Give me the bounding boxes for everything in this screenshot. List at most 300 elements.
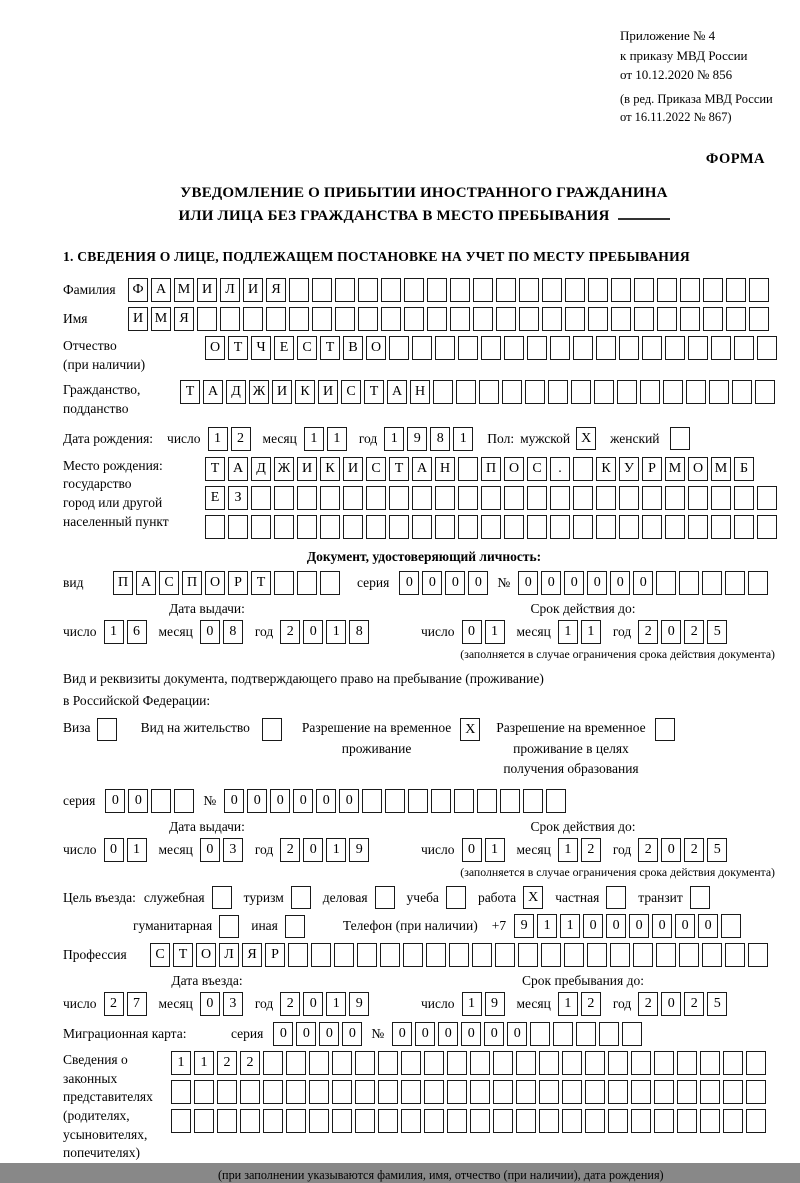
- char-cell: [493, 1051, 513, 1075]
- char-cell: Т: [180, 380, 200, 404]
- char-cell: 0: [518, 571, 538, 595]
- char-cell: [385, 789, 405, 813]
- purpose-row1: [63, 886, 785, 909]
- char-cell: [711, 486, 731, 510]
- option-visa-label: Виза: [63, 720, 91, 736]
- char-cell: [312, 278, 332, 302]
- char-cell: [481, 486, 501, 510]
- day-label: число: [167, 430, 201, 446]
- day-label: число: [63, 623, 97, 639]
- char-cell: [435, 515, 455, 539]
- char-cell: [389, 336, 409, 360]
- migration-card-number-cells: [392, 1022, 645, 1046]
- birth-place-cells-stack: [205, 457, 780, 544]
- purpose-humanitarian: гуманитарная: [133, 915, 239, 938]
- char-cell: [746, 1109, 766, 1133]
- char-cell: [665, 515, 685, 539]
- number-sign: №: [203, 793, 217, 809]
- entry-date-header: Дата въезда:: [171, 973, 243, 989]
- char-cell: [481, 515, 501, 539]
- birth-place-block: [63, 457, 785, 544]
- char-cell: П: [182, 571, 202, 595]
- char-cell: 8: [430, 427, 450, 451]
- char-cell: [355, 1109, 375, 1133]
- char-cell: 0: [303, 838, 323, 862]
- char-cell: И: [343, 457, 363, 481]
- char-cell: [378, 1080, 398, 1104]
- residence-doc-number-cells: [224, 789, 569, 813]
- expiry-date-header: Срок действия до:: [530, 819, 636, 835]
- char-cell: А: [412, 457, 432, 481]
- char-cell: И: [318, 380, 338, 404]
- char-cell: [633, 943, 653, 967]
- purpose-study: учеба: [407, 886, 466, 909]
- expiry-month-cells: [558, 838, 604, 862]
- char-cell: [711, 515, 731, 539]
- char-cell: 0: [484, 1022, 504, 1046]
- char-cell: С: [150, 943, 170, 967]
- entry-month-cells: [200, 992, 246, 1016]
- name-label: Имя: [63, 310, 88, 326]
- issue-date-header: Дата выдачи:: [169, 600, 245, 616]
- char-cell: [286, 1051, 306, 1075]
- char-cell: [619, 486, 639, 510]
- citizenship-label: Гражданство, подданство: [63, 381, 141, 417]
- char-cell: [596, 486, 616, 510]
- char-cell: П: [113, 571, 133, 595]
- char-cell: [725, 943, 745, 967]
- form-label: ФОРМА: [705, 151, 765, 167]
- char-cell: 0: [339, 789, 359, 813]
- char-cell: [702, 943, 722, 967]
- char-cell: Д: [251, 457, 271, 481]
- expiry-year-cells: [638, 838, 730, 862]
- entry-date-headers: [63, 973, 785, 989]
- char-cell: [663, 380, 683, 404]
- char-cell: [516, 1109, 536, 1133]
- char-cell: 2: [581, 992, 601, 1016]
- char-cell: 8: [349, 620, 369, 644]
- char-cell: И: [128, 307, 148, 331]
- option-temp-residence-label: Разрешение на временное проживание: [301, 720, 452, 756]
- char-cell: О: [196, 943, 216, 967]
- char-cell: Ж: [249, 380, 269, 404]
- birth-date-group: [167, 427, 485, 451]
- birth-place-label: Место рождения: государство город или другой населенный пункт: [63, 457, 169, 529]
- edition-line: от 16.11.2022 № 867): [620, 110, 732, 125]
- issue-month-cells: [200, 620, 246, 644]
- char-cell: [755, 380, 775, 404]
- char-cell: О: [504, 457, 524, 481]
- char-cell: [450, 278, 470, 302]
- number-sign: №: [497, 574, 511, 590]
- char-cell: 1: [326, 992, 346, 1016]
- char-cell: [220, 307, 240, 331]
- expiry-note: (заполняется в случае ограничения срока действия документа): [460, 646, 775, 661]
- char-cell: 0: [247, 789, 267, 813]
- birth-date-label: Дата рождения:: [63, 430, 154, 446]
- char-cell: [596, 336, 616, 360]
- stay-day-cells: [462, 992, 508, 1016]
- option-residence-permit: [141, 718, 282, 741]
- char-cell: [562, 1051, 582, 1075]
- char-cell: [619, 515, 639, 539]
- char-cell: [686, 380, 706, 404]
- char-cell: [539, 1109, 559, 1133]
- char-cell: [378, 1051, 398, 1075]
- char-cell: [240, 1080, 260, 1104]
- char-cell: [702, 571, 722, 595]
- char-cell: 7: [127, 992, 147, 1016]
- char-cell: М: [174, 278, 194, 302]
- form-title-line1: УВЕДОМЛЕНИЕ О ПРИБЫТИИ ИНОСТРАННОГО ГРАЖДАНИНА: [180, 185, 668, 201]
- char-cell: [289, 278, 309, 302]
- sex-male-label: мужской: [520, 430, 571, 446]
- purpose-private: частная: [555, 886, 626, 909]
- char-cell: [665, 336, 685, 360]
- char-cell: [565, 307, 585, 331]
- char-cell: Я: [174, 307, 194, 331]
- char-cell: 9: [407, 427, 427, 451]
- char-cell: О: [205, 336, 225, 360]
- option-residence-permit-checkbox: [262, 718, 282, 741]
- char-cell: [550, 515, 570, 539]
- month-label: месяц: [158, 623, 193, 639]
- char-cell: 2: [638, 992, 658, 1016]
- char-cell: [588, 307, 608, 331]
- char-cell: [709, 380, 729, 404]
- char-cell: [564, 943, 584, 967]
- char-cell: [473, 278, 493, 302]
- migration-card-label: Миграционная карта:: [63, 1026, 187, 1042]
- char-cell: [389, 486, 409, 510]
- char-cell: Т: [205, 457, 225, 481]
- char-cell: [243, 307, 263, 331]
- char-cell: В: [343, 336, 363, 360]
- day-label: число: [421, 996, 455, 1012]
- char-cell: К: [596, 457, 616, 481]
- char-cell: 1: [558, 838, 578, 862]
- purpose-transit: транзит: [638, 886, 710, 909]
- char-cell: [355, 1080, 375, 1104]
- residence-doc-intro: Вид и реквизиты документа, подтверждающего право на пребывание (проживание) в Российской Федерации:: [63, 670, 544, 709]
- char-cell: [734, 336, 754, 360]
- char-cell: Р: [265, 943, 285, 967]
- char-cell: [516, 1080, 536, 1104]
- char-cell: [470, 1109, 490, 1133]
- purpose-study-checkbox: [446, 886, 466, 909]
- char-cell: [585, 1080, 605, 1104]
- option-temp-residence-checkbox: X: [460, 718, 480, 741]
- char-cell: С: [297, 336, 317, 360]
- profession-cells: [150, 943, 771, 967]
- char-cell: 0: [698, 914, 718, 938]
- char-cell: [680, 278, 700, 302]
- char-cell: 1: [485, 838, 505, 862]
- char-cell: [251, 486, 271, 510]
- char-cell: [251, 515, 271, 539]
- char-cell: 2: [231, 427, 251, 451]
- char-cell: [539, 1080, 559, 1104]
- char-cell: [286, 1080, 306, 1104]
- identity-doc-date-headers: [63, 601, 785, 617]
- purpose-business-checkbox: [375, 886, 395, 909]
- char-cell: 5: [707, 620, 727, 644]
- char-cell: [435, 486, 455, 510]
- char-cell: [335, 307, 355, 331]
- char-cell: Т: [389, 457, 409, 481]
- char-cell: Т: [228, 336, 248, 360]
- char-cell: [358, 278, 378, 302]
- purpose-transit-checkbox: [690, 886, 710, 909]
- char-cell: [500, 789, 520, 813]
- char-cell: К: [320, 457, 340, 481]
- option-temp-residence-edu-checkbox: [655, 718, 675, 741]
- series-label: серия: [63, 793, 96, 809]
- char-cell: 1: [453, 427, 473, 451]
- form-title: [63, 182, 785, 229]
- char-cell: [631, 1051, 651, 1075]
- char-cell: [599, 1022, 619, 1046]
- char-cell: [274, 515, 294, 539]
- char-cell: И: [243, 278, 263, 302]
- char-cell: [585, 1109, 605, 1133]
- char-cell: Б: [734, 457, 754, 481]
- char-cell: 1: [327, 427, 347, 451]
- char-cell: [541, 943, 561, 967]
- sex-female-checkbox: [670, 427, 690, 450]
- issue-day-cells: [104, 838, 150, 862]
- char-cell: К: [295, 380, 315, 404]
- char-cell: Ж: [274, 457, 294, 481]
- char-cell: [700, 1080, 720, 1104]
- char-cell: [680, 307, 700, 331]
- appendix-line: к приказу МВД России: [620, 47, 748, 63]
- char-cell: 0: [652, 914, 672, 938]
- char-cell: 9: [485, 992, 505, 1016]
- title-blank-underline: [618, 207, 670, 220]
- sex-label: Пол:: [487, 430, 515, 446]
- char-cell: [312, 307, 332, 331]
- char-cell: [479, 380, 499, 404]
- char-cell: Т: [320, 336, 340, 360]
- char-cell: [527, 486, 547, 510]
- birth-month-cells: [304, 427, 350, 451]
- char-cell: Л: [219, 943, 239, 967]
- month-label: месяц: [262, 430, 297, 446]
- char-cell: Я: [266, 278, 286, 302]
- char-cell: И: [197, 278, 217, 302]
- char-cell: Ф: [128, 278, 148, 302]
- year-label: год: [254, 996, 274, 1012]
- char-cell: Д: [226, 380, 246, 404]
- char-cell: [550, 336, 570, 360]
- char-cell: [297, 515, 317, 539]
- char-cell: [493, 1109, 513, 1133]
- issue-day-cells: [104, 620, 150, 644]
- char-cell: [366, 515, 386, 539]
- entry-date: [63, 992, 421, 1016]
- residence-doc-dates-row: [63, 838, 785, 862]
- char-cell: [642, 486, 662, 510]
- char-cell: [573, 457, 593, 481]
- migration-card-row: [63, 1022, 785, 1046]
- identity-doc-row: [63, 571, 785, 595]
- representatives-note: (при заполнении указываются фамилия, имя, отчество (при наличии), дата рождения): [218, 1167, 664, 1182]
- char-cell: 1: [127, 838, 147, 862]
- char-cell: 0: [293, 789, 313, 813]
- char-cell: [631, 1080, 651, 1104]
- char-cell: Е: [274, 336, 294, 360]
- char-cell: [456, 380, 476, 404]
- char-cell: [408, 789, 428, 813]
- char-cell: 0: [541, 571, 561, 595]
- char-cell: [481, 336, 501, 360]
- char-cell: [403, 943, 423, 967]
- char-cell: [721, 914, 741, 938]
- char-cell: [634, 307, 654, 331]
- char-cell: Ч: [251, 336, 271, 360]
- day-label: число: [63, 842, 97, 858]
- phone-prefix: +7: [491, 918, 507, 934]
- entry-year-cells: [280, 992, 372, 1016]
- char-cell: [550, 486, 570, 510]
- char-cell: [723, 1080, 743, 1104]
- entry-dates-row: [63, 992, 785, 1016]
- char-cell: [426, 943, 446, 967]
- char-cell: [449, 943, 469, 967]
- char-cell: 0: [316, 789, 336, 813]
- char-cell: [562, 1080, 582, 1104]
- char-cell: [723, 1051, 743, 1075]
- day-label: число: [421, 842, 455, 858]
- phone-label: Телефон (при наличии): [342, 918, 478, 934]
- char-cell: 0: [661, 620, 681, 644]
- char-cell: 0: [610, 571, 630, 595]
- char-cell: Н: [410, 380, 430, 404]
- char-cell: [746, 1080, 766, 1104]
- char-cell: [553, 1022, 573, 1046]
- char-cell: 1: [537, 914, 557, 938]
- char-cell: 0: [606, 914, 626, 938]
- char-cell: [171, 1080, 191, 1104]
- char-cell: 3: [223, 838, 243, 862]
- char-cell: [530, 1022, 550, 1046]
- char-cell: [266, 307, 286, 331]
- char-cell: [748, 943, 768, 967]
- char-cell: [656, 943, 676, 967]
- char-cell: [424, 1080, 444, 1104]
- stay-year-cells: [638, 992, 730, 1016]
- char-cell: 0: [105, 789, 125, 813]
- char-cell: О: [205, 571, 225, 595]
- char-cell: [493, 1080, 513, 1104]
- patronymic-label: Отчество (при наличии): [63, 337, 146, 373]
- char-cell: [504, 486, 524, 510]
- representatives-block: [63, 1051, 785, 1163]
- char-cell: Т: [173, 943, 193, 967]
- option-temp-residence-edu-label: Разрешение на временное проживание в целях получения образования: [496, 720, 646, 776]
- char-cell: [320, 515, 340, 539]
- series-label: серия: [231, 1026, 264, 1042]
- char-cell: [749, 278, 769, 302]
- char-cell: [688, 486, 708, 510]
- year-label: год: [358, 430, 378, 446]
- option-visa: [63, 718, 117, 741]
- profession-row: [63, 943, 785, 967]
- year-label: год: [254, 623, 274, 639]
- char-cell: Р: [642, 457, 662, 481]
- char-cell: 6: [127, 620, 147, 644]
- char-cell: 0: [200, 838, 220, 862]
- char-cell: А: [228, 457, 248, 481]
- char-cell: [576, 1022, 596, 1046]
- char-cell: [171, 1109, 191, 1133]
- char-cell: 2: [217, 1051, 237, 1075]
- char-cell: [309, 1051, 329, 1075]
- char-cell: 0: [342, 1022, 362, 1046]
- char-cell: [587, 943, 607, 967]
- char-cell: А: [387, 380, 407, 404]
- residence-doc-expiry-date: [421, 838, 739, 862]
- char-cell: [642, 515, 662, 539]
- char-cell: С: [527, 457, 547, 481]
- year-label: год: [254, 842, 274, 858]
- char-cell: [433, 380, 453, 404]
- char-cell: С: [341, 380, 361, 404]
- purpose-humanitarian-checkbox: [219, 915, 239, 938]
- issue-year-cells: [280, 620, 372, 644]
- issue-month-cells: [200, 838, 246, 862]
- char-cell: [435, 336, 455, 360]
- char-cell: [542, 278, 562, 302]
- char-cell: [424, 1109, 444, 1133]
- char-cell: М: [151, 307, 171, 331]
- identity-doc-section-title: Документ, удостоверяющий личность:: [306, 548, 542, 564]
- char-cell: М: [711, 457, 731, 481]
- char-cell: [642, 336, 662, 360]
- residence-doc-series-cells: [105, 789, 197, 813]
- char-cell: [527, 336, 547, 360]
- char-cell: [431, 789, 451, 813]
- char-cell: [657, 278, 677, 302]
- char-cell: 2: [581, 838, 601, 862]
- char-cell: [450, 307, 470, 331]
- char-cell: [289, 307, 309, 331]
- purpose-other: иная: [251, 915, 305, 938]
- char-cell: [519, 278, 539, 302]
- surname-row: [63, 278, 785, 302]
- char-cell: [726, 278, 746, 302]
- char-cell: 0: [583, 914, 603, 938]
- edition-line: (в ред. Приказа МВД России: [620, 91, 773, 106]
- residence-doc-issue-date: [63, 838, 421, 862]
- char-cell: [473, 307, 493, 331]
- year-label: год: [612, 996, 632, 1012]
- char-cell: Е: [205, 486, 225, 510]
- char-cell: А: [151, 278, 171, 302]
- char-cell: [679, 571, 699, 595]
- char-cell: [458, 336, 478, 360]
- char-cell: 2: [104, 992, 124, 1016]
- series-label: серия: [357, 574, 390, 590]
- form-title-line2: ИЛИ ЛИЦА БЕЗ ГРАЖДАНСТВА В МЕСТО ПРЕБЫВАНИЯ: [63, 205, 785, 228]
- purpose-official-checkbox: [212, 886, 232, 909]
- char-cell: 0: [633, 571, 653, 595]
- char-cell: [424, 1051, 444, 1075]
- char-cell: 1: [194, 1051, 214, 1075]
- char-cell: 8: [223, 620, 243, 644]
